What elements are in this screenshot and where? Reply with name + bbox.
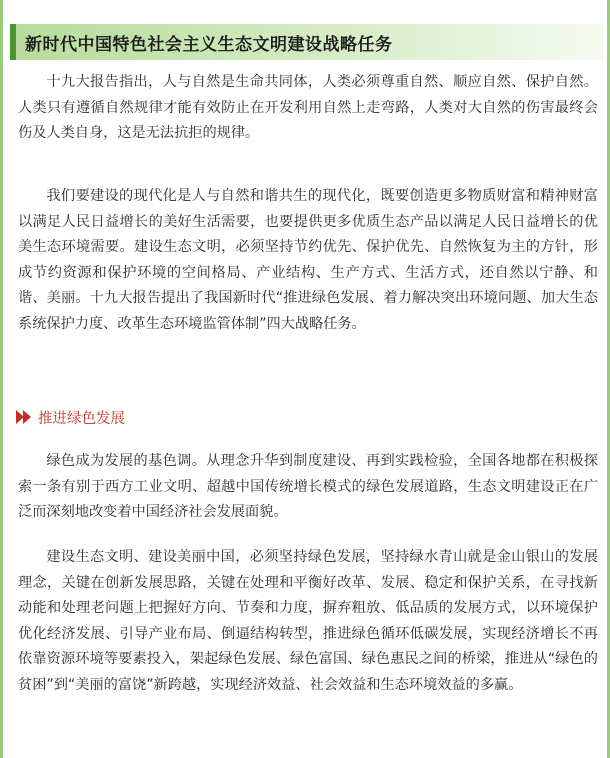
intro-paragraph-1: 十九大报告指出，人与自然是生命共同体，人类必须尊重自然、顺应自然、保护自然。人类只有遵循自然规律才能有效防止在开发利用自然上走弯路，人类对大自然的伤害最终会伤及人类自身，这是无法抗拒的规律。 xyxy=(18,74,598,141)
section-heading-label: 推进绿色发展 xyxy=(38,410,125,427)
intro-paragraph-2: 我们要建设的现代化是人与自然和谐共生的现代化，既要创造更多物质财富和精神财富以满足人民日益增长的美好生活需要，也要提供更多优质生态产品以满足人民日益增长的优美生态环境需要。建设生态文明，必须坚持节约优先、保护优先、自然恢复为主的方针，形成节约资源和保护环境的空间格局、产业结构、生产方式、生活方式，还自然以宁静、和谐、美丽。十九大报告提出了我国新时代“推进绿色发展、着力解决突出环境问题、加大生态系统保护力度、改革生态环境监管体制”四大战略任务。 xyxy=(18,188,598,332)
section-paragraph-1: 绿色成为发展的基色调。从理念升华到制度建设、再到实践检验，全国各地都在积极探索一条有别于西方工业文明、超越中国传统增长模式的绿色发展道路，生态文明建设正在广泛而深刻地改变着中国经济社会发展面貌。 xyxy=(18,453,598,520)
title-banner xyxy=(10,24,604,60)
section-heading xyxy=(16,406,125,428)
page-title: 新时代中国特色社会主义生态文明建设战略任务 xyxy=(25,34,393,55)
double-right-arrow-icon xyxy=(16,410,33,424)
section-paragraph-2: 建设生态文明、建设美丽中国，必须坚持绿色发展，坚持绿水青山就是金山银山的发展理念，关键在创新发展思路，关键在处理和平衡好改革、发展、稳定和保护关系，在寻找新动能和处理老问题上把握好方向、节奏和力度，摒弃粗放、低品质的发展方式，以环境保护优化经济发展、引导产业布局、倒逼结构转型，推进绿色循环低碳发展，实现经济增长不再依靠资源环境等要素投入，架起绿色发展、绿色富国、绿色惠民之间的桥梁，推进从“绿色的贫困”到“美丽的富饶”新跨越，实现经济效益、社会效益和生态环境效益的多赢。 xyxy=(18,549,598,693)
